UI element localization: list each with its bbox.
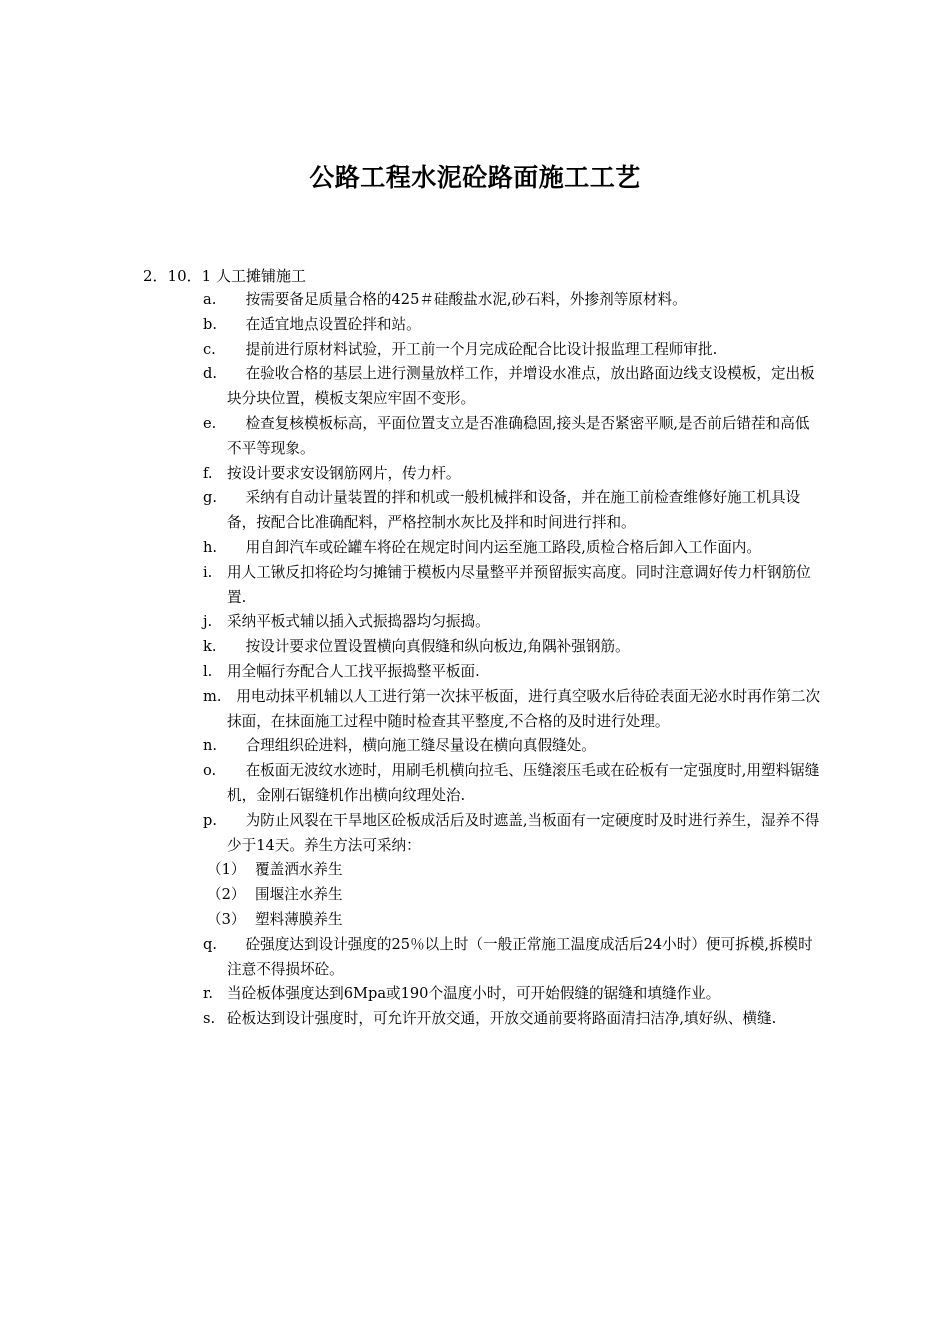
list-item-h [203, 536, 823, 561]
list-item-j [203, 610, 823, 635]
item-marker: n. [203, 737, 218, 755]
construction-steps-list [203, 288, 823, 1032]
list-item-i [203, 561, 823, 611]
item-text: 为防止风裂在干旱地区砼板成活后及时遮盖,当板面有一定硬度时及时进行养生，湿养不得少于14天。养生方法可采纳： [227, 811, 820, 854]
item-marker: k. [203, 638, 217, 656]
list-item-m [203, 685, 823, 735]
sub-item-marker: （2） [207, 886, 246, 904]
item-text: 用自卸汽车或砼罐车将砼在规定时间内运至施工路段,质检合格后卸入工作面内。 [227, 538, 761, 556]
item-text: 用电动抹平机辅以人工进行第一次抹平板面，进行真空吸水后待砼表面无泌水时再作第二次抹面，在抹面施工过程中随时检查其平整度,不合格的及时进行处理。 [227, 687, 821, 730]
item-marker: h. [203, 538, 218, 556]
list-item-q [203, 933, 823, 983]
list-item-g [203, 486, 823, 536]
item-marker: i. [203, 563, 213, 581]
item-text: 检查复核模板标高，平面位置支立是否准确稳固,接头是否紧密平顺,是否前后错茬和高低不平等现象。 [227, 414, 810, 457]
item-marker: r. [203, 985, 214, 1003]
section-heading: 2．10．1 人工摊铺施工 [143, 267, 306, 285]
list-item-c [203, 338, 823, 363]
list-item-k [203, 635, 823, 660]
item-text: 在板面无波纹水迹时，用刷毛机横向拉毛、压缝滚压毛或在砼板有一定强度时,用塑料锯缝机，金刚石锯缝机作出横向纹理处治. [227, 762, 820, 804]
item-text: 在适宜地点设置砼拌和站。 [227, 315, 421, 333]
list-item-f [203, 462, 823, 487]
item-marker: l. [203, 662, 213, 680]
item-marker: p. [203, 811, 217, 829]
item-text: 提前进行原材料试验，开工前一个月完成砼配合比设计报监理工程师审批. [227, 340, 718, 358]
item-text: 合理组织砼进料，横向施工缝尽量设在横向真假缝处。 [227, 737, 596, 755]
item-text: 砼板达到设计强度时，可允许开放交通，开放交通前要将路面清扫洁净,填好纵、横缝. [227, 1010, 777, 1028]
list-item-s [203, 1007, 823, 1032]
item-marker: c. [203, 340, 216, 358]
sub-item-text: 围堰注水养生 [255, 886, 343, 904]
document-title: 公路工程水泥砼路面施工工艺 [309, 163, 641, 192]
item-text: 按设计要求位置设置横向真假缝和纵向板边,角隅补强钢筋。 [227, 638, 630, 656]
item-marker: a. [203, 291, 217, 308]
item-text: 用人工锹反扣将砼均匀摊铺于模板内尽量整平并预留振实高度。同时注意调好传力杆钢筋位置. [227, 563, 811, 606]
item-marker: j. [203, 613, 213, 631]
sub-item-marker: （1） [207, 861, 246, 879]
list-item-b [203, 313, 823, 338]
item-marker: e. [203, 414, 217, 432]
list-item-r [203, 982, 823, 1007]
curing-methods-block [203, 858, 823, 932]
item-text: 采纳平板式辅以插入式振捣器均匀振捣。 [227, 613, 490, 631]
item-marker: d. [203, 365, 217, 383]
sub-item-text: 覆盖洒水养生 [255, 861, 343, 879]
item-text: 在验收合格的基层上进行测量放样工作，并增设水准点，放出路面边线支设模板，定出板块分块位置，模板支架应牢固不变形。 [227, 365, 815, 408]
list-item-d [203, 362, 823, 412]
curing-methods-list [203, 858, 823, 932]
list-item-o [203, 759, 823, 809]
item-marker: m. [203, 687, 222, 705]
item-marker: f. [203, 464, 213, 482]
item-marker: s. [203, 1010, 216, 1028]
list-item-l [203, 660, 823, 685]
item-marker: o. [203, 762, 217, 780]
item-text: 按需要备足质量合格的425＃硅酸盐水泥,砂石料，外掺剂等原材料。 [227, 291, 687, 308]
item-text: 用全幅行夯配合人工找平振捣整平板面. [227, 662, 480, 680]
sub-list-item [203, 858, 823, 883]
sub-list-item [203, 883, 823, 908]
list-item-e [203, 412, 823, 462]
item-text: 按设计要求安设钢筋网片，传力杆。 [227, 464, 461, 482]
item-text: 砼强度达到设计强度的25％以上时（一般正常施工温度成活后24小时）便可拆模,拆模时注意不得损坏砼。 [227, 935, 813, 978]
sub-list-item [203, 908, 823, 933]
list-item-n [203, 734, 823, 759]
item-marker: q. [203, 935, 217, 953]
list-item-p [203, 809, 823, 859]
item-marker: g. [203, 489, 217, 507]
list-item-a [203, 288, 823, 313]
sub-item-text: 塑料薄膜养生 [255, 910, 343, 928]
sub-item-marker: （3） [207, 910, 246, 928]
item-marker: b. [203, 315, 217, 333]
item-text: 采纳有自动计量装置的拌和机或一般机械拌和设备，并在施工前检查维修好施工机具设备，按配合比准确配料，严格控制水灰比及拌和时间进行拌和。 [227, 489, 801, 532]
item-text: 当砼板体强度达到6Mpa或190个温度小时，可开始假缝的锯缝和填缝作业。 [227, 985, 721, 1003]
